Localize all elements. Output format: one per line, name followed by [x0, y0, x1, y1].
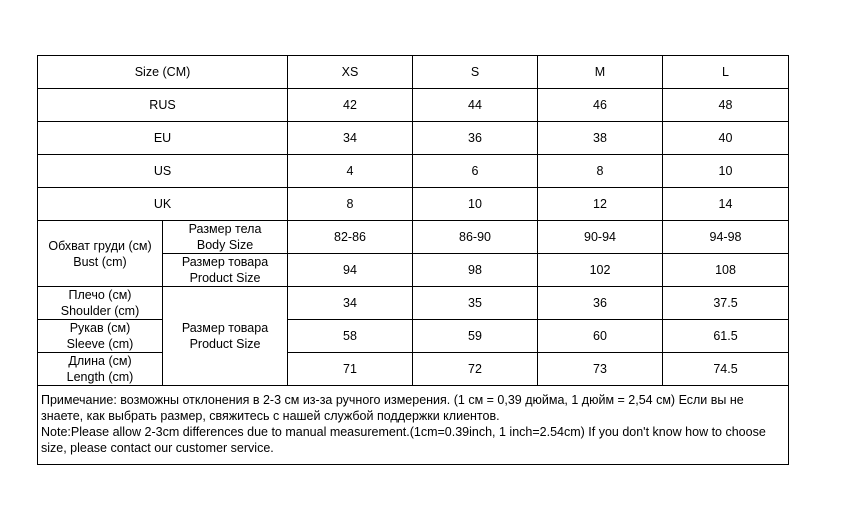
- product-size-label-ru: Размер товара: [181, 255, 269, 269]
- note-ru: Примечание: возможны отклонения в 2-3 см из-за ручного измерения. (1 см = 0,39 дюйма, 1 дюйм = 2,54 см) Если вы не знаете, как выбрать размер, свяжитесь с нашей службой поддержки клиентов.: [41, 393, 744, 423]
- cell-value: 6: [413, 155, 538, 188]
- product-group-label: [163, 287, 288, 386]
- row-label-eu: EU: [38, 122, 288, 155]
- cell-value: 72: [413, 353, 538, 386]
- cell-value: 71: [288, 353, 413, 386]
- length-label-en: Length (cm): [66, 370, 134, 384]
- cell-value: 108: [663, 254, 789, 287]
- measurement-note: [38, 386, 789, 465]
- table-row: [38, 89, 789, 122]
- sleeve-label-en: Sleeve (cm): [66, 337, 134, 351]
- shoulder-label: [38, 287, 163, 320]
- cell-value: 14: [663, 188, 789, 221]
- size-xs: XS: [288, 56, 413, 89]
- cell-value: 86-90: [413, 221, 538, 254]
- note-row: [38, 386, 789, 465]
- row-label-uk: UK: [38, 188, 288, 221]
- size-s: S: [413, 56, 538, 89]
- cell-value: 4: [288, 155, 413, 188]
- bust-label-ru: Обхват груди (см): [48, 238, 152, 253]
- body-size-label: [163, 221, 288, 254]
- sleeve-label-ru: Рукав (см): [69, 321, 131, 335]
- product-size-label: [163, 254, 288, 287]
- size-m: M: [538, 56, 663, 89]
- cell-value: 40: [663, 122, 789, 155]
- cell-value: 34: [288, 287, 413, 320]
- cell-value: 37.5: [663, 287, 789, 320]
- sleeve-label: [38, 320, 163, 353]
- size-l: L: [663, 56, 789, 89]
- cell-value: 36: [413, 122, 538, 155]
- cell-value: 59: [413, 320, 538, 353]
- cell-value: 46: [538, 89, 663, 122]
- cell-value: 58: [288, 320, 413, 353]
- bust-label-en: Bust (cm): [73, 254, 127, 269]
- cell-value: 35: [413, 287, 538, 320]
- cell-value: 73: [538, 353, 663, 386]
- product-group-label-en: Product Size: [189, 337, 261, 351]
- row-label-rus: RUS: [38, 89, 288, 122]
- cell-value: 94-98: [663, 221, 789, 254]
- body-size-label-ru: Размер тела: [188, 222, 262, 236]
- table-row: [38, 353, 789, 386]
- cell-value: 42: [288, 89, 413, 122]
- cell-value: 48: [663, 89, 789, 122]
- cell-value: 38: [538, 122, 663, 155]
- cell-value: 74.5: [663, 353, 789, 386]
- cell-value: 98: [413, 254, 538, 287]
- cell-value: 82-86: [288, 221, 413, 254]
- size-chart-table: [37, 55, 789, 465]
- cell-value: 34: [288, 122, 413, 155]
- table-row: [38, 221, 789, 254]
- length-label-ru: Длина (см): [68, 354, 132, 368]
- shoulder-label-ru: Плечо (см): [68, 288, 132, 302]
- cell-value: 44: [413, 89, 538, 122]
- cell-value: 10: [663, 155, 789, 188]
- bust-label: [38, 221, 163, 287]
- header-label: Size (CM): [38, 56, 288, 89]
- cell-value: 10: [413, 188, 538, 221]
- cell-value: 8: [288, 188, 413, 221]
- cell-value: 12: [538, 188, 663, 221]
- table-row: [38, 320, 789, 353]
- length-label: [38, 353, 163, 386]
- cell-value: 94: [288, 254, 413, 287]
- table-row: [38, 122, 789, 155]
- body-size-label-en: Body Size: [196, 238, 254, 252]
- cell-value: 60: [538, 320, 663, 353]
- cell-value: 61.5: [663, 320, 789, 353]
- row-label-us: US: [38, 155, 288, 188]
- header-row: [38, 56, 789, 89]
- table-row: [38, 155, 789, 188]
- table-row: [38, 287, 789, 320]
- shoulder-label-en: Shoulder (cm): [60, 304, 140, 318]
- note-en: Note:Please allow 2-3cm differences due to manual measurement.(1cm=0.39inch, 1 inch=2.54cm) If you don't know how to choose size, please contact our customer service.: [41, 425, 766, 455]
- cell-value: 8: [538, 155, 663, 188]
- cell-value: 90-94: [538, 221, 663, 254]
- cell-value: 102: [538, 254, 663, 287]
- table-row: [38, 188, 789, 221]
- product-group-label-ru: Размер товара: [181, 321, 269, 335]
- product-size-label-en: Product Size: [189, 271, 261, 285]
- cell-value: 36: [538, 287, 663, 320]
